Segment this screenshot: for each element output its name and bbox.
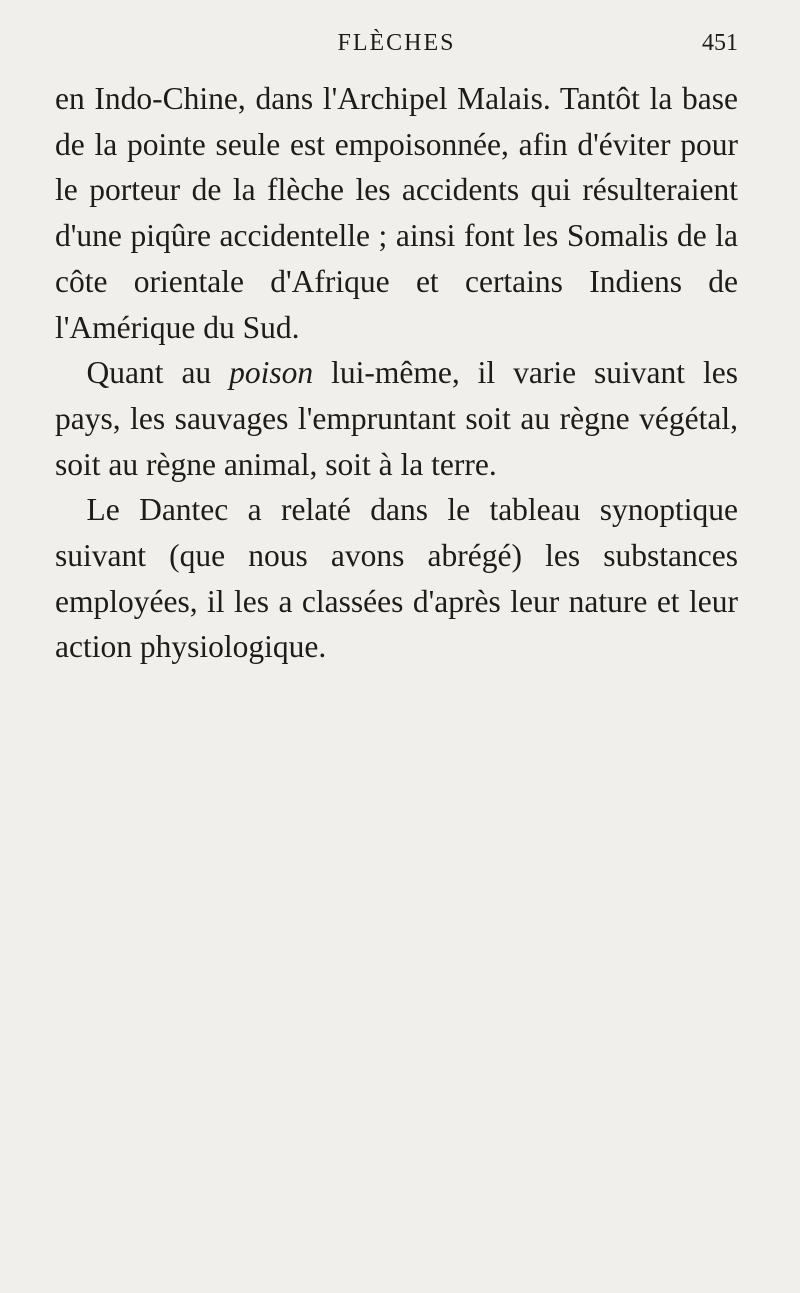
running-header <box>55 22 738 58</box>
paragraph-3: Le Dantec a relaté dans le tableau synoptique suivant (que nous avons abrégé) les substances employées, il les a classées d'après leur nature et leur action physiologique. <box>55 492 738 665</box>
paragraph-2 <box>55 350 738 487</box>
italic-term: poison <box>229 355 314 391</box>
page-number: 451 <box>702 30 738 56</box>
paragraph-2-rest: lui-même, il varie suivant les pays, les sauvages l'empruntant soit au règne végétal, soit au règne animal, soit à la terre. <box>55 355 738 482</box>
paragraph-2-lead: Quant au <box>86 355 230 391</box>
paragraph-1: en Indo-Chine, dans l'Archipel Malais. Tantôt la base de la pointe seule est empoisonnée, afin d'éviter pour le porteur de la flèche les accidents qui résulteraient d'une piqûre accidentelle ; ainsi font les Somalis de la côte orientale d'Afrique et certains Indiens de l'Amérique du Sud. <box>55 81 738 345</box>
body-text <box>55 76 738 670</box>
chapter-title: FLÈCHES <box>337 30 456 56</box>
